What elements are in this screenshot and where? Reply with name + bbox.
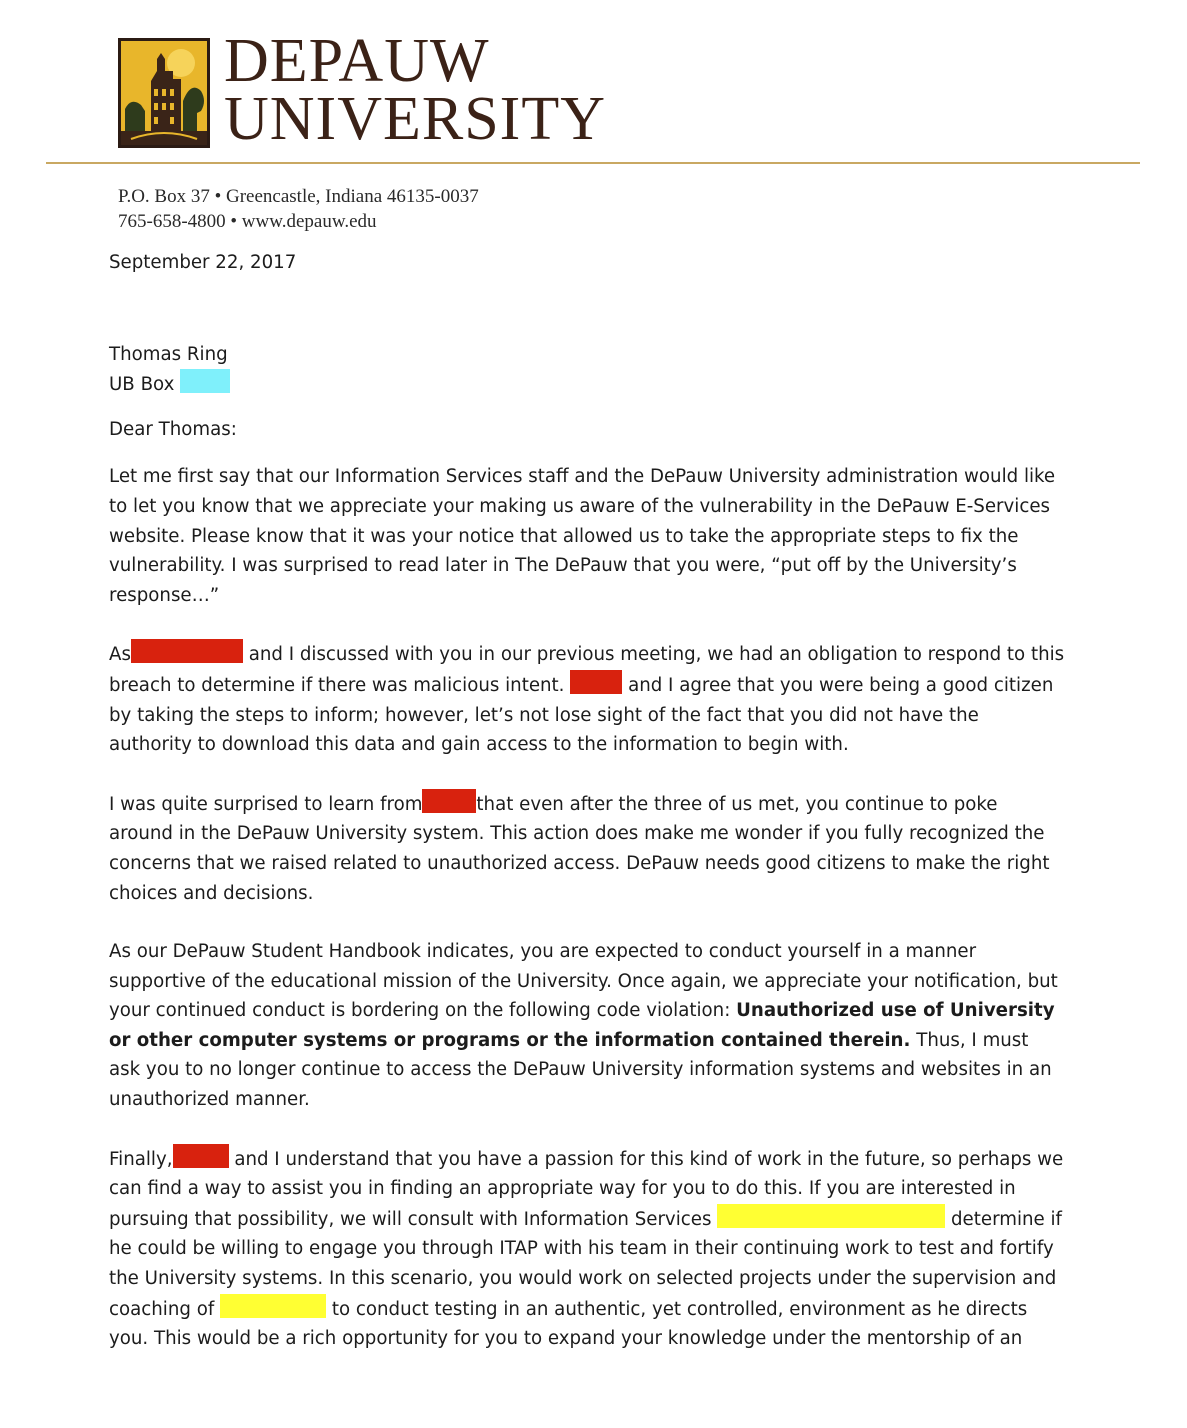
paragraph-2-text-b: and I discussed with you in our previous meeting, we had an obligation to respond to this breach to determine if there was malicious intent. — [109, 644, 1065, 696]
letterhead-address — [118, 184, 479, 234]
redaction-highlight — [717, 1204, 945, 1228]
university-name — [224, 27, 606, 153]
redaction-highlight — [220, 1294, 326, 1318]
paragraph-5-text-c: determine if he could be willing to engage you through ITAP with his team in their continuing work to test and fortify the University systems. In this scenario, you would work on selected projects under the supervision and coaching of — [109, 1208, 1062, 1320]
paragraph-3 — [109, 789, 1065, 908]
letter-body — [105, 248, 1065, 1354]
redaction-name — [173, 1144, 229, 1168]
university-name-line1: DEPAUW — [224, 27, 490, 95]
paragraph-3-text-b: that even after the three of us met, you continue to poke around in the DePauw University system. This action does make me wonder if you fully recognized the concerns that we raised related to unauthorized access. DePauw needs good citizens to make the right choices and decisions. — [109, 793, 1050, 904]
paragraph-5-text-d: to conduct testing in an authentic, yet controlled, environment as he directs you. This would be a rich opportunity for you to expand your knowledge under the mentorship of an — [109, 1298, 1028, 1350]
letter-date: September 22, 2017 — [109, 252, 297, 273]
paragraph-5 — [109, 1144, 1065, 1354]
paragraph-2-text-c: and I agree that you were being a good citizen by taking the steps to inform; however, let’s not lose sight of the fact that you did not have the authority to download this data and gain access to the information to begin with. — [109, 674, 1054, 756]
paragraph-1: Let me first say that our Information Services staff and the DePauw University administration would like to let you know that we appreciate your making us aware of the vulnerability in the DePauw E-Services website. Please know that it was your notice that allowed us to take the appropriate steps to fix the vulnerability. I was surprised to read later in The DePauw that you were, “put off by the University’s response…” — [109, 466, 1056, 606]
salutation: Dear Thomas: — [109, 418, 237, 440]
redaction-name — [422, 789, 476, 813]
university-logo — [118, 38, 210, 148]
redaction-box-number — [180, 369, 230, 393]
recipient-box-label: UB Box — [109, 374, 175, 396]
paragraph-4-text-b: Thus, I must ask you to no longer continue to access the DePauw University information systems and websites in an unauthorized manner. — [109, 1029, 1052, 1111]
paragraph-5-text-a: Finally, — [109, 1148, 173, 1170]
redaction-name — [570, 670, 622, 694]
paragraph-2-text-a: As — [109, 644, 131, 666]
letterhead — [118, 27, 718, 158]
paragraph-3-text-a: I was quite surprised to learn from — [109, 793, 423, 815]
paragraph-4 — [109, 937, 1065, 1115]
address-line-2: 765-658-4800 • www.depauw.edu — [118, 211, 377, 232]
university-name-line2: UNIVERSITY — [224, 85, 606, 153]
paragraph-5-text-b: and I understand that you have a passion for this kind of work in the future, so perhaps we can find a way to assist you in finding an appropriate way for you to do this. If you are interested in pursuing that possibility, we will consult with Information Services — [109, 1148, 1064, 1230]
paragraph-2 — [109, 639, 1065, 759]
address-line-1: P.O. Box 37 • Greencastle, Indiana 46135-0037 — [118, 186, 479, 207]
paragraph-4-text-a: As our DePauw Student Handbook indicates, you are expected to conduct yourself in a manner supportive of the educational mission of the University. Once again, we appreciate your notification, but your continued conduct is bordering on the following code violation: — [109, 941, 1058, 1022]
code-violation-text: Unauthorized use of University or other computer systems or programs or the information contained therein. — [109, 1000, 1055, 1051]
recipient-box — [109, 369, 1065, 400]
recipient-block — [109, 340, 1065, 400]
recipient-name: Thomas Ring — [109, 343, 228, 365]
redaction-name — [131, 639, 243, 663]
letterhead-divider — [46, 162, 1140, 164]
